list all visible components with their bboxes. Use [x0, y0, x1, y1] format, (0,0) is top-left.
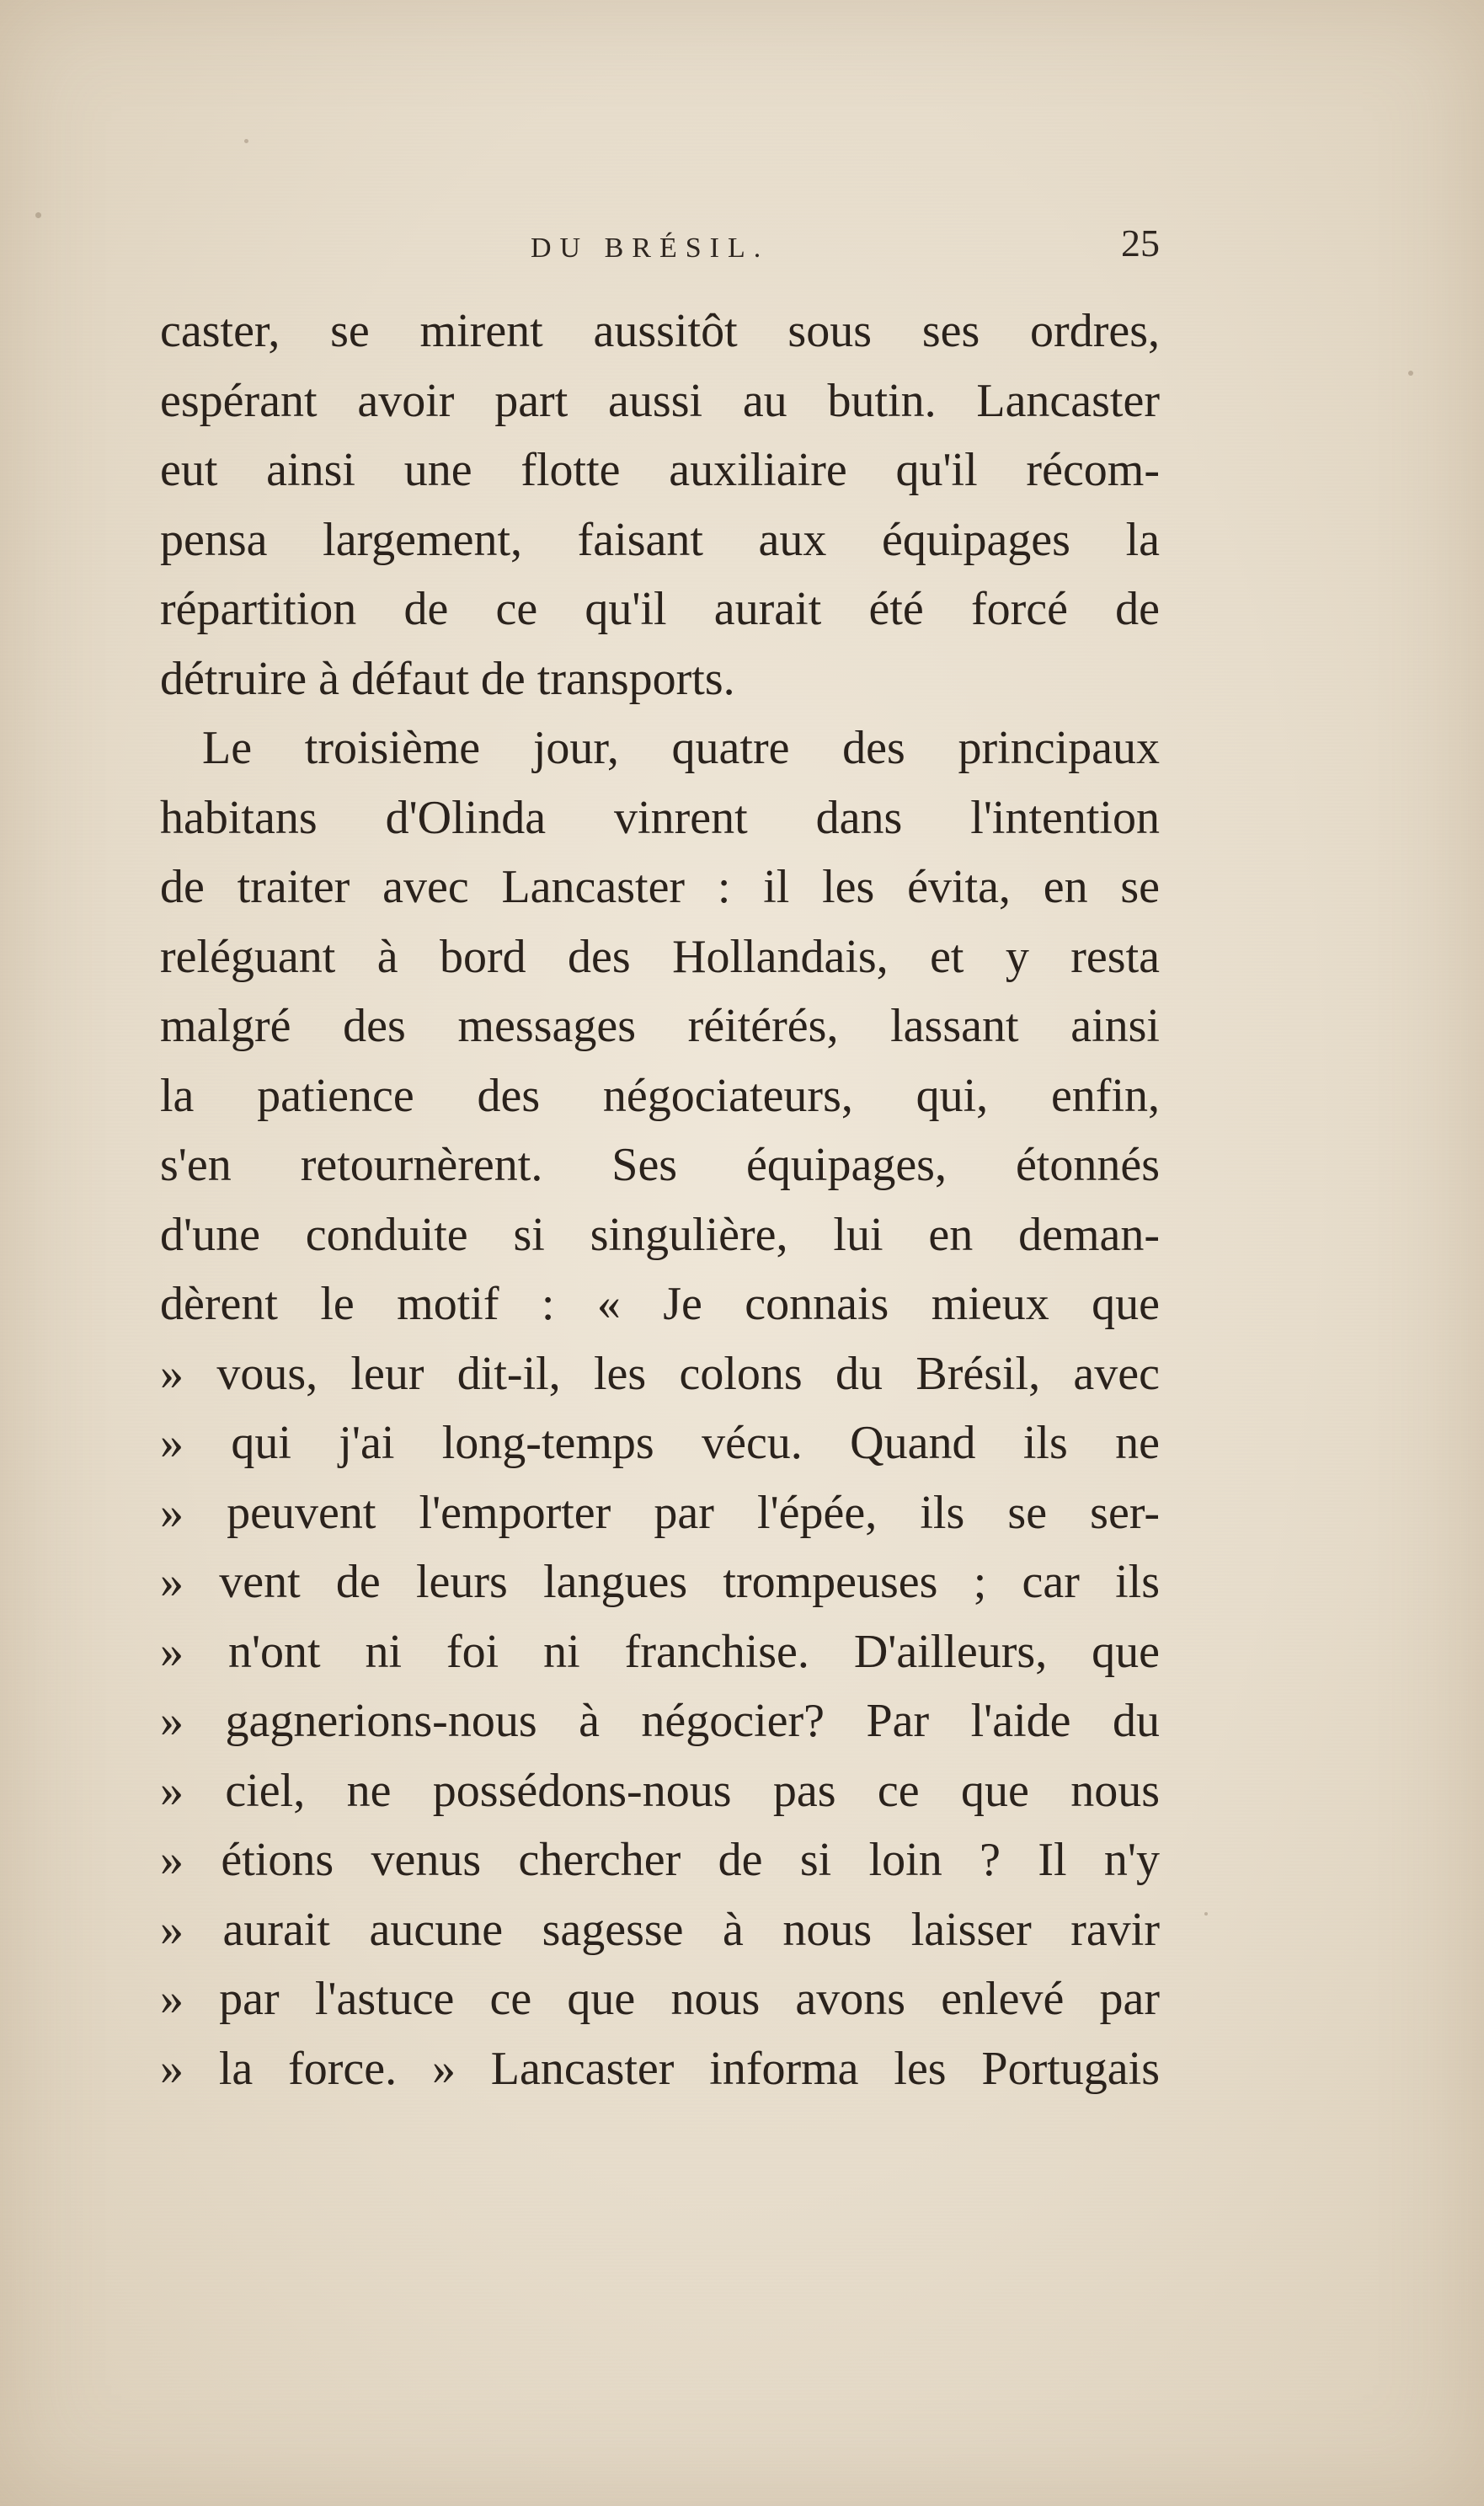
body-text: [160, 297, 1160, 2103]
text-line: espérant avoir part aussi au butin. Lancaster: [160, 374, 1160, 427]
text-line: » la force. » Lancaster informa les Portugais: [160, 2042, 1160, 2095]
text-line: » peuvent l'emporter par l'épée, ils se ser-: [160, 1486, 1160, 1539]
text-line: » vent de leurs langues trompeuses ; car ils: [160, 1556, 1160, 1608]
text-line: caster, se mirent aussitôt sous ses ordres,: [160, 305, 1160, 357]
text-line: » qui j'ai long-temps vécu. Quand ils ne: [160, 1417, 1160, 1469]
running-title: DU BRÉSIL.: [531, 232, 770, 264]
text-line: détruire à défaut de transports.: [160, 652, 735, 705]
paper-speck: [244, 139, 248, 143]
text-line: malgré des messages réitérés, lassant ainsi: [160, 1000, 1160, 1052]
text-line: » par l'astuce ce que nous avons enlevé par: [160, 1973, 1160, 2025]
text-line: habitans d'Olinda vinrent dans l'intention: [160, 791, 1160, 844]
text-line: s'en retournèrent. Ses équipages, étonnés: [160, 1139, 1160, 1191]
page-number: 25: [1121, 222, 1160, 264]
text-line: » gagnerions-nous à négocier? Par l'aide du: [160, 1695, 1160, 1747]
page-header: [160, 221, 1160, 280]
text-line: » n'ont ni foi ni franchise. D'ailleurs, que: [160, 1625, 1160, 1678]
text-line: » ciel, ne possédons-nous pas ce que nous: [160, 1764, 1160, 1817]
text-line: la patience des négociateurs, qui, enfin,: [160, 1069, 1160, 1122]
text-line: de traiter avec Lancaster : il les évita, en se: [160, 861, 1160, 913]
paper-speck: [1204, 1912, 1208, 1916]
text-line: reléguant à bord des Hollandais, et y resta: [160, 930, 1160, 983]
text-line: Le troisième jour, quatre des principaux: [202, 722, 1160, 774]
paper-speck: [1408, 371, 1413, 376]
text-line: répartition de ce qu'il aurait été forcé de: [160, 583, 1160, 635]
text-line: » étions venus chercher de si loin ? Il n'y: [160, 1834, 1160, 1886]
text-line: dèrent le motif : « Je connais mieux que: [160, 1278, 1160, 1330]
text-line: d'une conduite si singulière, lui en deman-: [160, 1208, 1160, 1261]
paper-speck: [35, 212, 41, 218]
text-line: » aurait aucune sagesse à nous laisser ravir: [160, 1903, 1160, 1956]
text-line: » vous, leur dit-il, les colons du Brésil, avec: [160, 1347, 1160, 1400]
text-line: eut ainsi une flotte auxiliaire qu'il récom-: [160, 444, 1160, 496]
text-line: pensa largement, faisant aux équipages la: [160, 513, 1160, 566]
